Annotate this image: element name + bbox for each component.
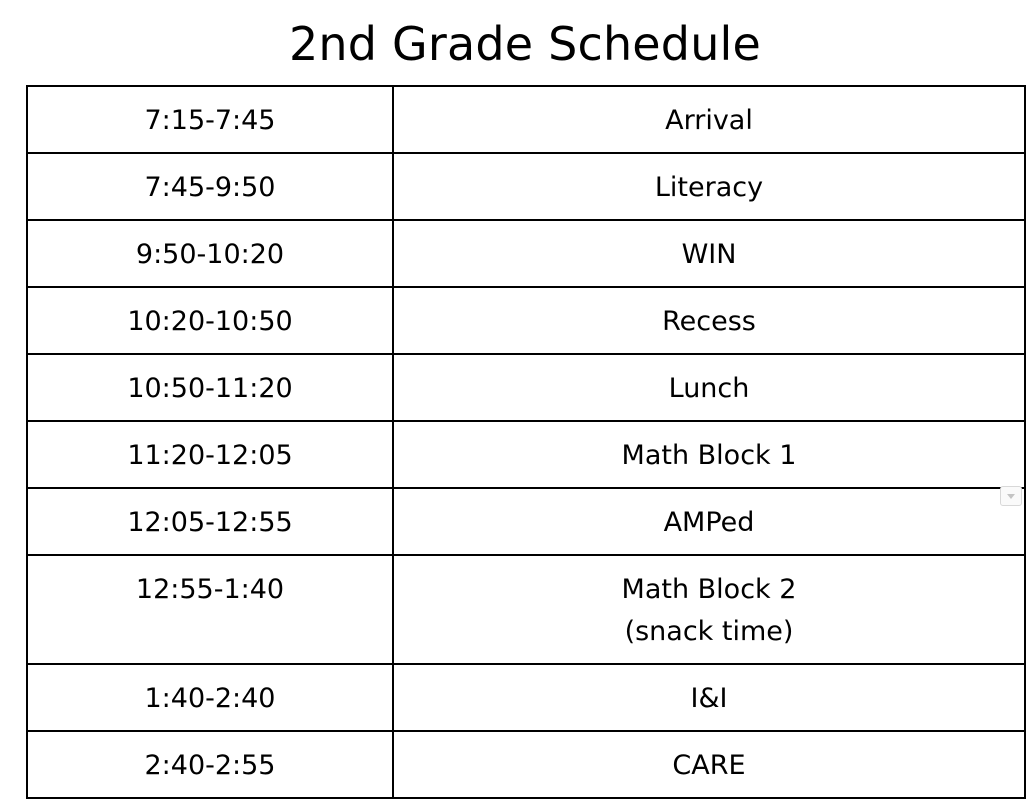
table-row [27, 488, 1025, 555]
activity-text: Literacy [654, 172, 764, 203]
activity-text: WIN [681, 239, 737, 270]
activity-text: Math Block 1 [621, 440, 797, 471]
activity-cell[interactable] [393, 731, 1025, 798]
page-title: 2nd Grade Schedule [288, 17, 762, 71]
activity-cell[interactable] [393, 287, 1025, 354]
activity-cell[interactable] [393, 153, 1025, 220]
time-cell[interactable]: 12:55-1:40 [27, 555, 393, 664]
time-cell[interactable]: 2:40-2:55 [27, 731, 393, 798]
activity-text: Lunch [668, 373, 750, 404]
schedule-table [26, 85, 1026, 799]
table-row [27, 354, 1025, 421]
activity-text: Math Block 2 [621, 574, 797, 605]
activity-note: (snack time) [624, 616, 794, 647]
chevron-down-icon[interactable] [1000, 486, 1022, 506]
activity-text: Arrival [665, 105, 753, 136]
table-row [27, 287, 1025, 354]
table-row [27, 555, 1025, 664]
activity-cell[interactable] [393, 488, 1025, 555]
table-row [27, 153, 1025, 220]
table-row [27, 220, 1025, 287]
schedule-body [27, 86, 1025, 798]
activity-cell[interactable] [393, 354, 1025, 421]
activity-cell[interactable] [393, 555, 1025, 664]
time-cell[interactable]: 10:50-11:20 [27, 354, 393, 421]
table-row [27, 421, 1025, 488]
time-cell[interactable]: 12:05-12:55 [27, 488, 393, 555]
activity-cell[interactable] [393, 664, 1025, 731]
activity-text: I&I [690, 683, 728, 714]
activity-cell[interactable] [393, 220, 1025, 287]
activity-cell[interactable] [393, 421, 1025, 488]
time-cell[interactable]: 7:15-7:45 [27, 86, 393, 153]
time-cell[interactable]: 11:20-12:05 [27, 421, 393, 488]
activity-cell[interactable] [393, 86, 1025, 153]
activity-text: AMPed [663, 507, 755, 538]
table-row [27, 664, 1025, 731]
time-cell[interactable]: 10:20-10:50 [27, 287, 393, 354]
table-row [27, 86, 1025, 153]
time-cell[interactable]: 9:50-10:20 [27, 220, 393, 287]
activity-text: CARE [672, 750, 746, 781]
time-cell[interactable]: 1:40-2:40 [27, 664, 393, 731]
activity-text: Recess [662, 306, 756, 337]
table-row [27, 731, 1025, 798]
time-cell[interactable]: 7:45-9:50 [27, 153, 393, 220]
